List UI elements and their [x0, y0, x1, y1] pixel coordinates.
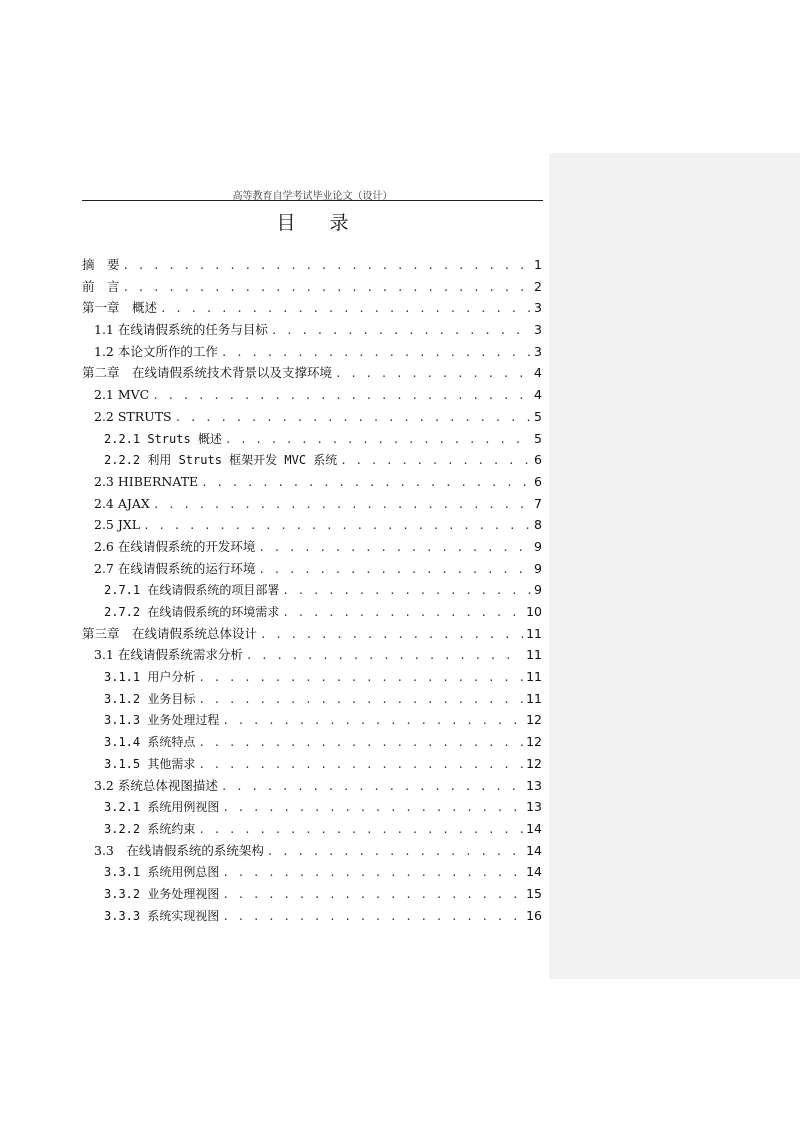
toc-entry[interactable]: [82, 601, 542, 623]
dot-leader: [282, 602, 523, 624]
toc-entry[interactable]: [82, 905, 542, 927]
toc-entry[interactable]: [82, 709, 542, 731]
dot-leader: [340, 450, 531, 472]
toc-entry[interactable]: [82, 297, 542, 319]
toc-entry-page-number: 16: [526, 907, 542, 923]
dot-leader: [123, 277, 532, 299]
toc-entry-page-number: 5: [534, 430, 542, 446]
dot-leader: [198, 667, 523, 689]
dot-leader: [198, 689, 523, 711]
toc-entry-label: 3.3.2 业务处理视图: [104, 886, 220, 901]
toc-entry-page-number: 14: [526, 864, 542, 880]
toc-entry-page-number: 3: [534, 322, 542, 338]
toc-entry[interactable]: [82, 362, 542, 384]
toc-entry[interactable]: [82, 471, 542, 493]
toc-entry-label: 3.2.1 系统用例视图: [104, 800, 220, 815]
dot-leader: [198, 754, 523, 776]
dot-leader: [222, 797, 523, 819]
dot-leader: [282, 580, 531, 602]
toc-entry-label: 第三章 在线请假系统总体设计: [82, 625, 258, 641]
dot-leader: [222, 862, 523, 884]
toc-entry-label: 3.1.3 业务处理过程: [104, 713, 220, 728]
dot-leader: [198, 732, 523, 754]
dot-leader: [267, 841, 523, 863]
toc-entry-label: 前 言: [82, 278, 120, 294]
toc-entry-label: 3.1.1 用户分析: [104, 670, 196, 685]
toc-entry[interactable]: [82, 428, 542, 450]
toc-entry-page-number: 11: [526, 690, 542, 706]
page-title: 目 录: [276, 212, 363, 234]
dot-leader: [221, 342, 531, 364]
toc-entry-label: 3.1 在线请假系统需求分析: [94, 647, 243, 663]
dot-leader: [225, 429, 531, 451]
toc-entry-page-number: 13: [526, 799, 542, 815]
toc-entry[interactable]: [82, 254, 542, 276]
toc-entry-label: 1.2 本论文所作的工作: [94, 343, 218, 359]
dot-leader: [175, 407, 531, 429]
dot-leader: [271, 320, 531, 342]
toc-entry-label: 3.1.5 其他需求: [104, 756, 196, 771]
toc-entry[interactable]: [82, 666, 542, 688]
toc-entry-label: 2.3 HIBERNATE: [94, 473, 199, 489]
dot-leader: [222, 906, 523, 928]
toc-entry-label: 3.1.2 业务目标: [104, 691, 196, 706]
toc-entry-page-number: 9: [534, 538, 542, 554]
toc-entry[interactable]: [82, 775, 542, 797]
toc-entry-page-number: 13: [526, 777, 542, 793]
toc-entry[interactable]: [82, 883, 542, 905]
toc-entry-page-number: 12: [526, 755, 542, 771]
toc-entry-page-number: 3: [534, 300, 542, 316]
toc-entry-page-number: 2: [534, 278, 542, 294]
toc-entry[interactable]: [82, 840, 542, 862]
toc-entry-label: 3.2.2 系统约束: [104, 821, 196, 836]
toc-entry-page-number: 9: [534, 582, 542, 598]
dot-leader: [152, 385, 531, 407]
toc-entry-page-number: 7: [534, 495, 542, 511]
toc-entry-page-number: 4: [534, 387, 542, 403]
toc-entry[interactable]: [82, 276, 542, 298]
toc-entry-label: 摘 要: [82, 257, 120, 272]
toc-entry-label: 3.3.1 系统用例总图: [104, 865, 220, 880]
toc-entry-page-number: 6: [534, 473, 542, 489]
dot-leader: [258, 537, 531, 559]
toc-entry-label: 1.1 在线请假系统的任务与目标: [94, 322, 268, 338]
toc-entry-label: 第一章 概述: [82, 300, 158, 316]
dot-leader: [160, 298, 531, 320]
toc-entry-page-number: 11: [526, 647, 542, 663]
toc-entry[interactable]: [82, 579, 542, 601]
toc-entry[interactable]: [82, 449, 542, 471]
toc-entry-label: 3.3.3 系统实现视图: [104, 908, 220, 923]
toc-entry-page-number: 6: [534, 452, 542, 468]
toc-entry-label: 3.2 系统总体视图描述: [94, 777, 218, 793]
dot-leader: [201, 472, 531, 494]
toc-entry-page-number: 15: [526, 885, 542, 901]
toc-entry-page-number: 11: [526, 625, 542, 641]
dot-leader: [153, 494, 531, 516]
dot-leader: [258, 559, 531, 581]
table-of-contents: [82, 254, 542, 926]
toc-entry-label: 2.7 在线请假系统的运行环境: [94, 560, 256, 576]
header-rule: [82, 200, 543, 201]
dot-leader: [123, 255, 532, 277]
running-header: 高等教育自学考试毕业论文（设计）: [232, 191, 393, 202]
comment-pane: [549, 153, 800, 979]
toc-entry[interactable]: [82, 493, 542, 515]
toc-entry-label: 2.2.1 Struts 概述: [104, 431, 222, 446]
toc-entry[interactable]: [82, 688, 542, 710]
toc-entry-label: 2.5 JXL: [94, 517, 141, 533]
toc-entry[interactable]: [82, 384, 542, 406]
toc-entry[interactable]: [82, 818, 542, 840]
toc-entry-label: 2.7.1 在线请假系统的项目部署: [104, 583, 280, 598]
toc-entry[interactable]: [82, 341, 542, 363]
toc-entry-page-number: 8: [534, 517, 542, 533]
dot-leader: [198, 819, 523, 841]
toc-entry-label: 2.1 MVC: [94, 387, 150, 403]
toc-entry-page-number: 5: [534, 408, 542, 424]
toc-entry-label: 2.4 AJAX: [94, 495, 150, 511]
toc-entry[interactable]: [82, 558, 542, 580]
toc-entry-label: 2.6 在线请假系统的开发环境: [94, 538, 256, 554]
dot-leader: [222, 710, 523, 732]
toc-entry-page-number: 1: [534, 257, 542, 272]
toc-entry-label: 3.3 在线请假系统的系统架构: [94, 842, 264, 858]
toc-entry-page-number: 4: [534, 365, 542, 381]
toc-entry-page-number: 10: [526, 604, 542, 619]
toc-entry[interactable]: [82, 861, 542, 883]
toc-entry-label: 2.7.2 在线请假系统的环境需求: [104, 605, 280, 619]
toc-entry-page-number: 12: [526, 734, 542, 750]
toc-entry-label: 2.2.2 利用 Struts 框架开发 MVC 系统: [104, 453, 338, 468]
toc-entry-page-number: 12: [526, 712, 542, 728]
toc-entry-label: 3.1.4 系统特点: [104, 735, 196, 750]
toc-entry-page-number: 3: [534, 343, 542, 359]
toc-entry[interactable]: [82, 319, 542, 341]
toc-entry[interactable]: [82, 514, 542, 536]
toc-entry[interactable]: [82, 536, 542, 558]
toc-entry[interactable]: [82, 623, 542, 645]
toc-entry-page-number: 14: [526, 842, 542, 858]
toc-entry-page-number: 9: [534, 560, 542, 576]
toc-entry-page-number: 14: [526, 820, 542, 836]
toc-entry-label: 第二章 在线请假系统技术背景以及支撑环境: [82, 365, 333, 381]
dot-leader: [221, 776, 523, 798]
toc-entry[interactable]: [82, 753, 542, 775]
dot-leader: [246, 645, 523, 667]
toc-entry-label: 2.2 STRUTS: [94, 408, 172, 424]
toc-entry[interactable]: [82, 731, 542, 753]
toc-entry[interactable]: [82, 796, 542, 818]
dot-leader: [260, 624, 523, 646]
toc-entry-page-number: 11: [526, 669, 542, 685]
dot-leader: [335, 363, 531, 385]
dot-leader: [222, 884, 523, 906]
toc-entry[interactable]: [82, 644, 542, 666]
dot-leader: [143, 515, 531, 537]
toc-entry[interactable]: [82, 406, 542, 428]
